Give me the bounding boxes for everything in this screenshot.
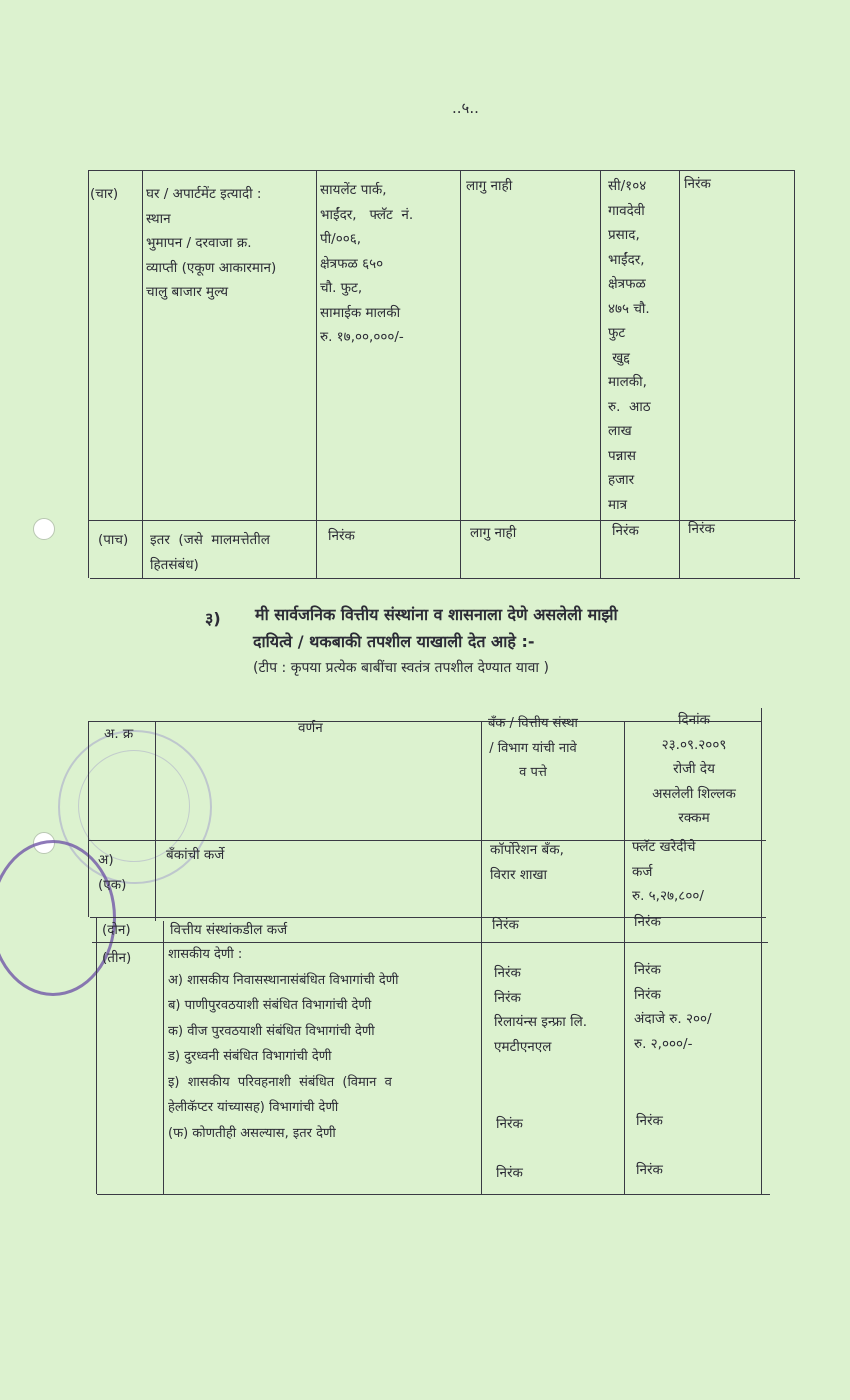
row1-serial: अ) (एक)	[98, 852, 127, 893]
row-pach-col6: निरंक	[688, 521, 715, 537]
row-char-property-2: सी/१०४ गावदेवी प्रसाद, भाईंदर, क्षेत्रफळ ४७५ चौ. फुट खुद्द मालकी, रु. आठ लाख पन्नास हजार मात्र	[608, 178, 651, 513]
row3-amount-other: निरंक निरंक	[636, 1113, 663, 1178]
section-3-number: ३)	[205, 609, 221, 628]
row2-description: वित्तीय संस्थांकडील कर्ज	[170, 922, 288, 938]
row-pach-col4: लागु नाही	[470, 525, 517, 541]
row-char-property-1: सायलेंट पार्क, भाईंदर, फ्लॅट नं. पी/००६, क्षेत्रफळ ६५० चौ. फुट, सामाईक मालकी रु. १७,००,०००/-	[320, 182, 414, 345]
row-pach-serial: (पाच)	[98, 532, 129, 548]
header-description: वर्णन	[298, 720, 323, 736]
punch-hole-top	[33, 518, 55, 540]
section-3-note: (टीप : कृपया प्रत्येक बाबींचा स्वतंत्र तपशील देण्यात यावा )	[253, 660, 549, 676]
row-char-description: घर / अपार्टमेंट इत्यादी : स्थान भुमापन / दरवाजा क्र. व्याप्ती (एकूण आकारमान) चालु बाजार मुल्य	[146, 186, 277, 300]
section-3-heading-line1: मी सार्वजनिक वित्तीय संस्थांना व शासनाला देणे असलेली माझी	[255, 605, 618, 624]
row3-bank-other: निरंक निरंक	[496, 1116, 523, 1181]
row-char-serial: (चार)	[90, 186, 119, 202]
header-bank: बँक / वित्तीय संस्था / विभाग यांची नावे व पत्ते	[488, 716, 578, 780]
row3-description: शासकीय देणी : अ) शासकीय निवासस्थानासंबंधित विभागांची देणी ब) पाणीपुरवठयाशी संबंधित विभागांची देणी क) वीज पुरवठयाशी संबंधित विभागांची देणी ड) दुरध्वनी संबंधित विभागांची देणी इ) शासकीय परिवहनाशी संबंधित (विमान व हेलीकॅप्टर यांच्यासह) विभागांची देणी (फ) कोणतीही असल्यास, इतर देणी	[168, 947, 399, 1141]
row1-bank: कॉर्पोरेशन बँक, विरार शाखा	[490, 842, 564, 883]
row-pach-description: इतर (जसे मालमत्तेतील हितसंबंध)	[150, 532, 270, 573]
row3-serial: (तीन)	[102, 950, 132, 966]
row1-amount: फ्लॅट खरेदीचे कर्ज रु. ५,२७,८००/	[632, 839, 704, 904]
row3-bank-list: निरंक निरंक रिलायंन्स इन्फ्रा लि. एमटीएनएल	[494, 965, 588, 1055]
row-pach-col3: निरंक	[328, 528, 355, 544]
section-3-heading-line2: दायित्वे / थकबाकी तपशील याखाली देत आहे :-	[253, 632, 535, 651]
row-pach-col5: निरंक	[612, 523, 639, 539]
header-amount: दिनांक २३.०९.२००९ रोजी देय असलेली शिल्लक रक्कम	[652, 712, 736, 826]
row1-description: बँकांची कर्जे	[166, 847, 225, 863]
row2-bank: निरंक	[492, 917, 519, 933]
page-number: ..५..	[452, 99, 479, 117]
row3-amount-list: निरंक निरंक अंदाजे रु. २००/ रु. २,०००/-	[634, 962, 712, 1052]
header-serial: अ. क्र	[104, 726, 134, 742]
row2-amount: निरंक	[634, 914, 661, 930]
row-char-col6: निरंक	[684, 176, 711, 192]
row-char-col4: लागु नाही	[466, 178, 513, 194]
row2-serial: (दोन)	[102, 922, 131, 938]
